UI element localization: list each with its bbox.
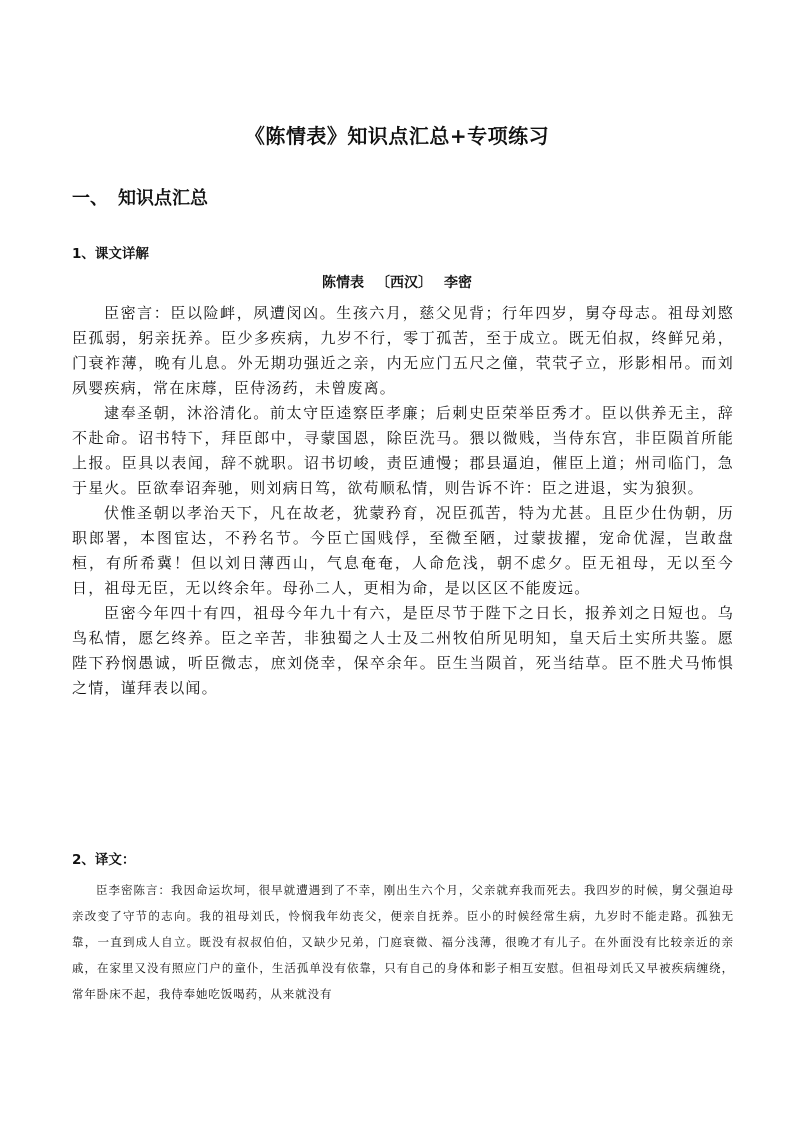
section-number: 一、 xyxy=(72,188,108,209)
text-title xyxy=(0,272,794,292)
text-title-dynasty: 〔西汉〕 xyxy=(376,275,432,291)
subsection-heading-text: 1、课文详解 xyxy=(72,246,149,262)
paragraph: 逮奉圣朝，沐浴清化。前太守臣逵察臣孝廉；后刺史臣荣举臣秀才。臣以供养无主，辞不赴命。诏书特下，拜臣郎中，寻蒙国恩，除臣洗马。猥以微贱，当侍东宫，非臣陨首所能上报。臣具以表闻，辞不就职。诏书切峻，责臣逋慢；郡县逼迫，催臣上道；州司临门，急于星火。臣欲奉诏奔驰，则刘病日笃，欲苟顺私情，则告诉不许：臣之进退，实为狼狈。 xyxy=(72,404,734,497)
translation-paragraph: 臣李密陈言：我因命运坎坷，很早就遭遇到了不幸，刚出生六个月，父亲就弃我而死去。我四岁的时候，舅父强迫母亲改变了守节的志向。我的祖母刘氏，怜悯我年幼丧父，便亲自抚养。臣小的时候经常生病，九岁时不能走路。孤独无靠，一直到成人自立。既没有叔叔伯伯，又缺少兄弟，门庭衰微、福分浅薄，很晚才有儿子。在外面没有比较亲近的亲戚，在家里又没有照应门户的童仆，生活孤单没有依靠，只有自己的身体和影子相互安慰。但祖母刘氏又早被疾病缠绕，常年卧床不起，我侍奉她吃饭喝药，从来就没有 xyxy=(72,883,734,1001)
text-title-author: 李密 xyxy=(444,275,472,291)
document-title: 《陈情表》知识点汇总+专项练习 xyxy=(244,124,550,148)
text-title-name: 陈情表 xyxy=(322,275,364,291)
section-label: 知识点汇总 xyxy=(118,188,208,209)
section-heading xyxy=(72,184,208,210)
paragraph: 臣密今年四十有四，祖母今年九十有六，是臣尽节于陛下之日长，报养刘之日短也。乌鸟私情，愿乞终养。臣之辛苦，非独蜀之人士及二州牧伯所见明知，皇天后土实所共鉴。愿陛下矜悯愚诚，听臣微志，庶刘侥幸，保卒余年。臣生当陨首，死当结草。臣不胜犬马怖惧之情，谨拜表以闻。 xyxy=(72,604,734,697)
paragraph: 伏惟圣朝以孝治天下，凡在故老，犹蒙矜育，况臣孤苦，特为尤甚。且臣少仕伪朝，历职郎署，本图宦达，不矜名节。今臣亡国贱俘，至微至陋，过蒙拔擢，宠命优渥，岂敢盘桓，有所希冀！但以刘日薄西山，气息奄奄，人命危浅，朝不虑夕。臣无祖母，无以至今日，祖母无臣，无以终余年。母孙二人，更相为命，是以区区不能废远。 xyxy=(72,504,734,597)
original-text xyxy=(72,301,734,701)
subsection-heading-translation: 2、译文： xyxy=(72,852,136,868)
translation-text xyxy=(72,877,734,1007)
paragraph: 臣密言：臣以险衅，夙遭闵凶。生孩六月，慈父见背；行年四岁，舅夺母志。祖母刘愍臣孤弱，躬亲抚养。臣少多疾病，九岁不行，零丁孤苦，至于成立。既无伯叔，终鲜兄弟，门衰祚薄，晚有儿息。外无期功强近之亲，内无应门五尺之僮，茕茕孑立，形影相吊。而刘夙婴疾病，常在床蓐，臣侍汤药，未曾废离。 xyxy=(72,304,734,397)
